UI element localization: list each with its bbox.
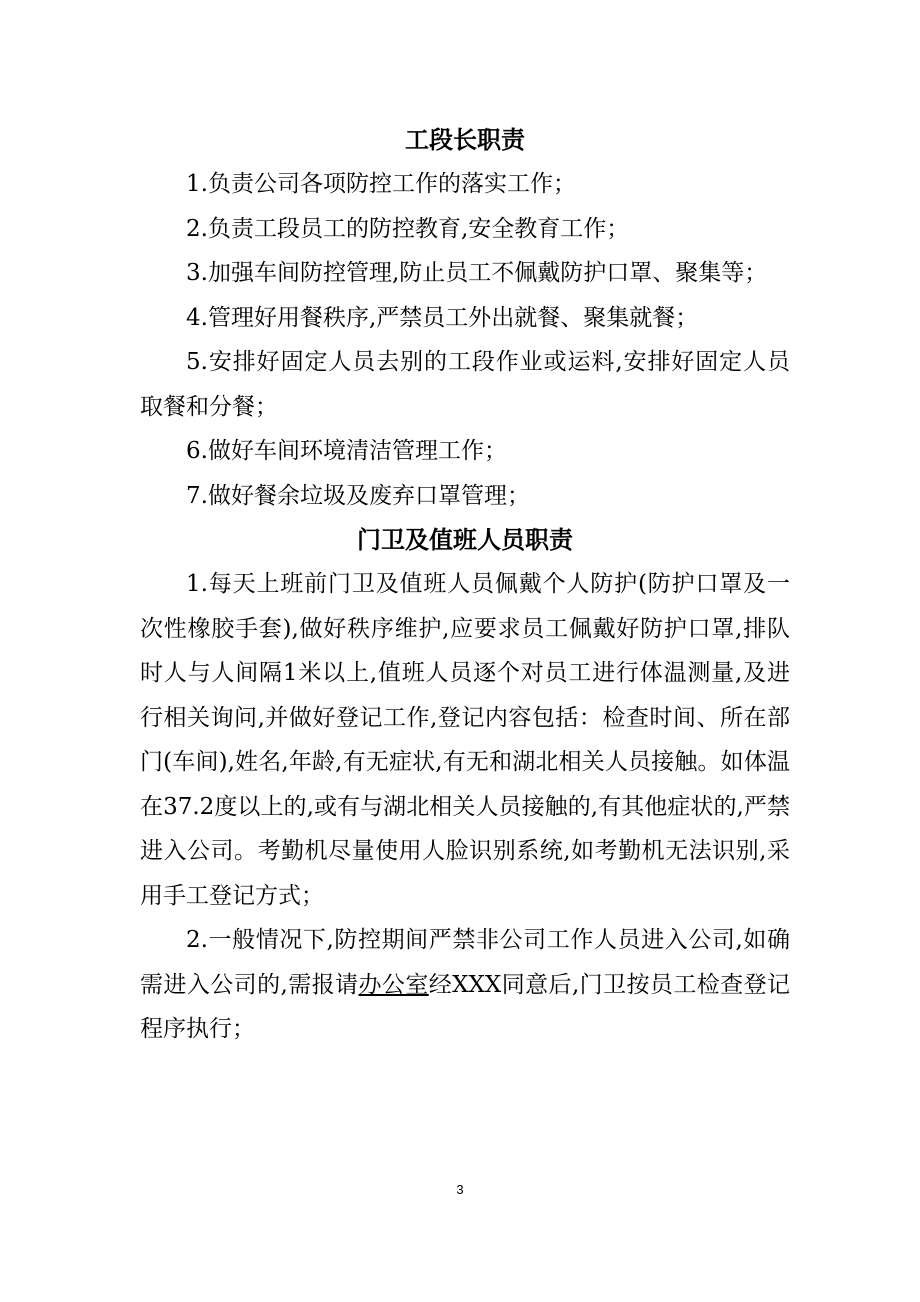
duty-item-5: 5.安排好固定人员去别的工段作业或运料,安排好固定人员取餐和分餐； (140, 349, 790, 420)
page-number: 3 (456, 1182, 464, 1197)
guard-duty-item-2 (140, 918, 790, 1052)
guard-duty-item-2-text-end: 经XXX同意后,门卫按员工检查登记程序执行； (140, 971, 791, 1042)
section-title-section-leader: 工段长职责 (405, 125, 525, 154)
guard-duty-item-2-text-start: 2.一般情况下,防控期间严禁非公司工作人员进入公司,如确需进入公司的,需报请 (140, 927, 790, 998)
document-body (140, 118, 790, 1052)
duty-item-1: 1.负责公司各项防控工作的落实工作； (186, 171, 576, 197)
office-underlined-text: 办公室 (358, 971, 429, 998)
duty-item-3: 3.加强车间防控管理,防止员工不佩戴防护口罩、聚集等； (186, 260, 768, 286)
duty-item-6: 6.做好车间环境清洁管理工作； (186, 438, 507, 464)
section-title-guard-duty: 门卫及值班人员职责 (357, 525, 573, 554)
guard-duty-item-1: 1.每天上班前门卫及值班人员佩戴个人防护(防护口罩及一次性橡胶手套),做好秩序维护,应要求员工佩戴好防护口罩,排队时人与人间隔1米以上,值班人员逐个对员工进行体温测量,及进行相关询问,并做好登记工作,登记内容包括：检查时间、所在部门(车间),姓名,年龄,有无症状,有无和湖北相关人员接触。如体温在37.2度以上的,或有与湖北相关人员接触的,有其他症状的,严禁进入公司。考勤机尽量使用人脸识别系统,如考勤机无法识别,采用手工登记方式； (140, 571, 790, 909)
duty-item-7: 7.做好餐余垃圾及废弃口罩管理； (186, 482, 530, 509)
duty-item-2: 2.负责工段员工的防控教育,安全教育工作； (186, 215, 630, 242)
duty-item-4: 4.管理好用餐秩序,严禁员工外出就餐、聚集就餐； (186, 304, 699, 331)
